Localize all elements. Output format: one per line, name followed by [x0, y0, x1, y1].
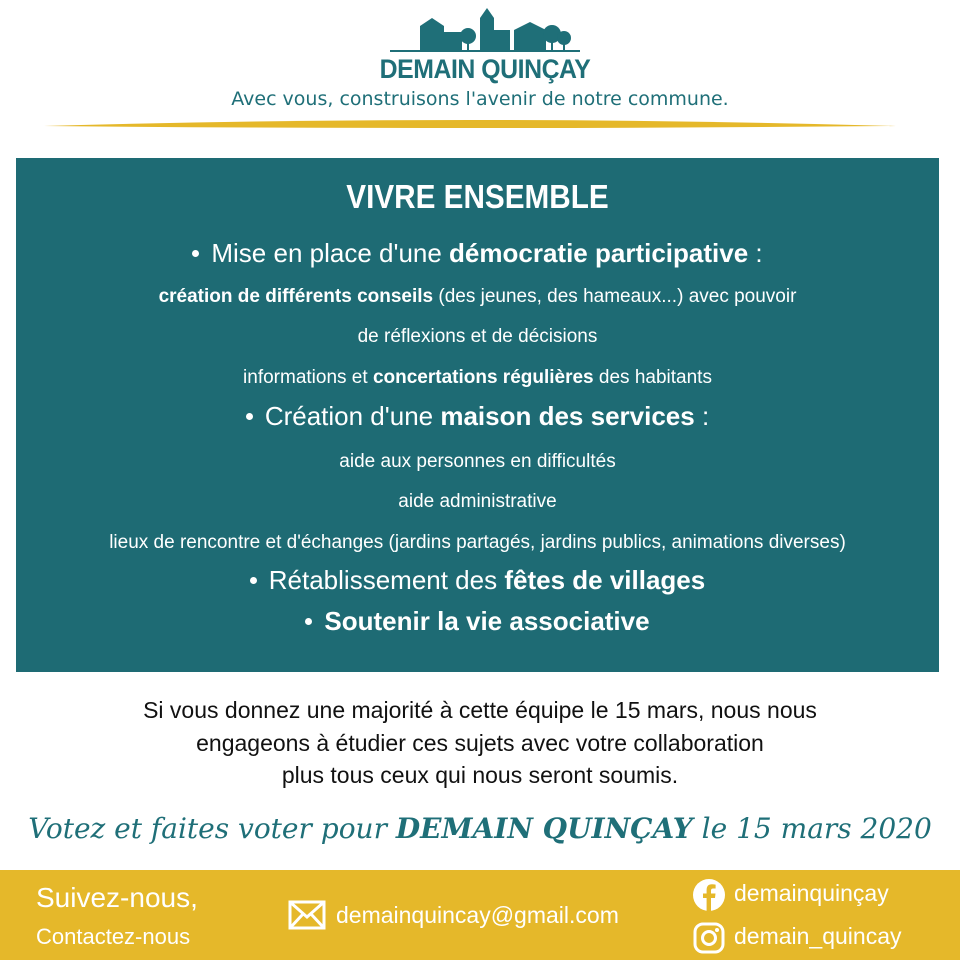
footer	[0, 870, 960, 960]
facebook-link[interactable]: demainquinçay	[734, 880, 889, 906]
email-link[interactable]: demainquincay@gmail.com	[336, 902, 619, 928]
facebook-icon	[692, 878, 726, 912]
line-reflexions: de réflexions et de décisions	[357, 326, 598, 347]
line-aide-administrative: aide administrative	[398, 491, 557, 512]
gold-divider	[44, 118, 896, 132]
contact-label: Contactez-nous	[36, 924, 191, 949]
bullet-icon	[246, 413, 253, 420]
bullet-democratie: Mise en place d'une démocratie participative :	[16, 238, 939, 269]
vote-slogan: Votez et faites voter pour DEMAIN QUINÇAY le 15 mars 2020	[28, 812, 932, 845]
village-skyline-icon	[380, 6, 590, 58]
bullet-icon	[250, 577, 257, 584]
instagram-link[interactable]: demain_quincay	[734, 923, 902, 949]
conclusion-line-3: plus tous ceux qui nous seront soumis.	[281, 762, 679, 788]
bullet-vie-associative: Soutenir la vie associative	[16, 606, 939, 637]
line-concertations: informations et concertations régulières des habitants	[243, 367, 712, 388]
panel-title: VIVRE ENSEMBLE	[346, 178, 609, 215]
instagram-icon	[692, 921, 726, 955]
envelope-icon	[288, 900, 326, 930]
follow-label: Suivez-nous,	[36, 882, 198, 913]
logo	[370, 6, 600, 84]
logo-text: DEMAIN QUINÇAY	[379, 54, 591, 84]
bullet-maison-services: Création d'une maison des services :	[16, 401, 939, 432]
conclusion-line-2: engageons à étudier ces sujets avec votre collaboration	[196, 730, 764, 756]
tagline: Avec vous, construisons l'avenir de notre commune.	[231, 88, 729, 110]
line-aide-personnes: aide aux personnes en difficultés	[339, 451, 616, 472]
vivre-ensemble-panel	[16, 158, 939, 672]
line-lieux-rencontre: lieux de rencontre et d'échanges (jardins partagés, jardins publics, animations diverses)	[109, 532, 846, 553]
bullet-icon	[305, 618, 312, 625]
conclusion-line-1: Si vous donnez une majorité à cette équipe le 15 mars, nous nous	[143, 697, 817, 723]
bullet-icon	[192, 250, 199, 257]
bullet-fetes: Rétablissement des fêtes de villages	[16, 565, 939, 596]
line-conseils: création de différents conseils (des jeunes, des hameaux...) avec pouvoir	[158, 286, 797, 307]
